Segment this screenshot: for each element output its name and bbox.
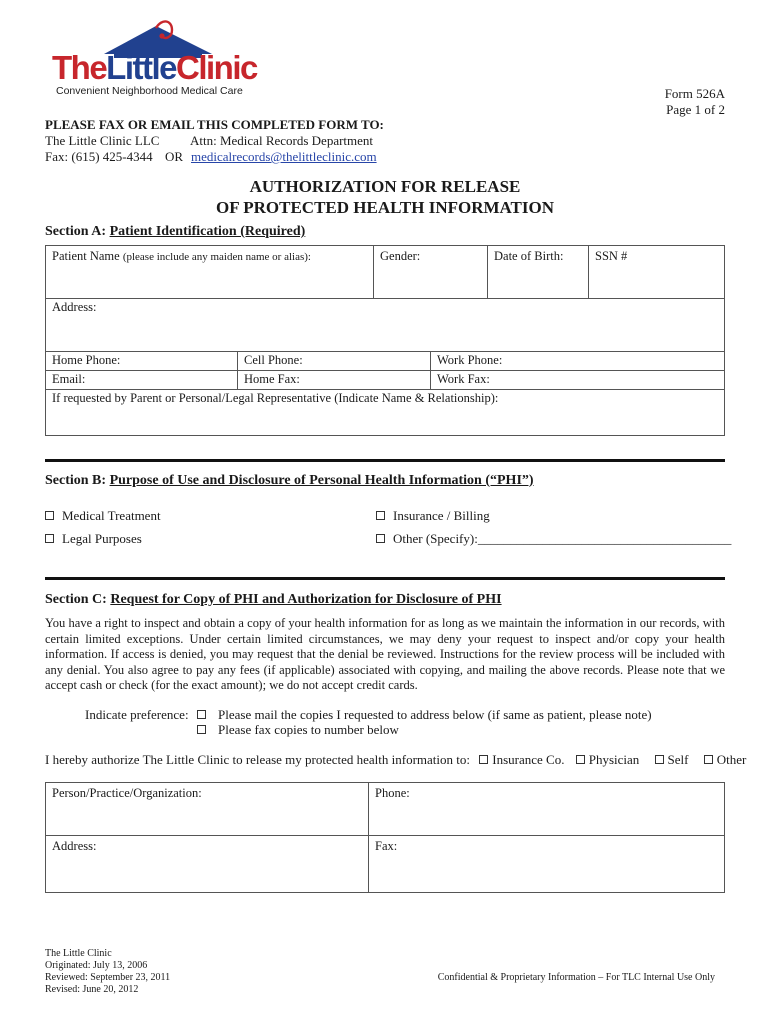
preference-mail-row xyxy=(85,707,652,723)
send-to-attn: Attn: Medical Records Department xyxy=(190,133,374,148)
section-c-label: Section C: xyxy=(45,592,107,607)
send-to-fax-row xyxy=(45,149,384,165)
send-to-org: The Little Clinic LLC xyxy=(45,133,160,148)
recipient-person-field[interactable] xyxy=(46,783,369,836)
pref-mail-label: Please mail the copies I requested to address below (if same as patient, please note) xyxy=(218,707,652,722)
recipient-self-option[interactable] xyxy=(655,752,689,767)
recipient-fax-label: Fax: xyxy=(375,839,398,853)
patient-id-table xyxy=(45,245,725,299)
send-to-or: OR xyxy=(165,149,184,164)
clinic-logo xyxy=(52,20,257,100)
work-phone-field[interactable] xyxy=(431,351,725,370)
purpose-medical-label: Medical Treatment xyxy=(62,508,161,523)
checkbox-icon[interactable] xyxy=(45,511,54,520)
recipient-insurance-label: Insurance Co. xyxy=(492,752,565,767)
dob-field[interactable] xyxy=(488,246,589,299)
ssn-label: SSN # xyxy=(595,249,628,263)
page-number: Page 1 of 2 xyxy=(666,102,725,117)
purpose-other-option[interactable] xyxy=(376,531,731,547)
ssn-field[interactable] xyxy=(589,246,725,299)
logo-the: The xyxy=(52,49,107,86)
recipient-address-label: Address: xyxy=(52,839,97,853)
section-b-label: Section B: xyxy=(45,473,107,488)
work-fax-label: Work Fax: xyxy=(437,371,490,386)
purpose-other-label: Other (Specify):_______________________________________ xyxy=(393,531,732,546)
recipient-insurance-option[interactable] xyxy=(479,752,564,767)
purpose-insurance-option[interactable] xyxy=(376,508,490,524)
checkbox-icon[interactable] xyxy=(655,755,664,764)
logo-tagline: Convenient Neighborhood Medical Care xyxy=(56,85,243,97)
footer-revision-info xyxy=(45,948,170,996)
send-to-fax: Fax: (615) 425-4344 xyxy=(45,149,153,164)
footer-reviewed: Reviewed: September 23, 2011 xyxy=(45,972,171,983)
footer-revised: Revised: June 20, 2012 xyxy=(45,984,139,995)
send-to-block xyxy=(45,117,384,165)
recipient-person-label: Person/Practice/Organization: xyxy=(52,786,202,800)
footer-org: The Little Clinic xyxy=(45,948,112,959)
recipient-other-label: Other xyxy=(716,752,747,767)
address-label: Address: xyxy=(52,300,97,314)
checkbox-icon[interactable] xyxy=(576,755,585,764)
title-line-2: OF PROTECTED HEALTH INFORMATION xyxy=(216,198,554,217)
pref-fax-label: Please fax copies to number below xyxy=(218,722,399,737)
title-line-1: AUTHORIZATION FOR RELEASE xyxy=(249,177,521,196)
patient-name-note: (please include any maiden name or alias): xyxy=(122,251,311,263)
send-to-heading: PLEASE FAX OR EMAIL THIS COMPLETED FORM TO: xyxy=(45,117,384,132)
form-title xyxy=(0,176,770,218)
work-fax-field[interactable] xyxy=(431,370,725,389)
section-b-title: Purpose of Use and Disclosure of Personal Health Information (“PHI”) xyxy=(109,473,534,488)
recipient-table xyxy=(45,782,725,893)
checkbox-icon[interactable] xyxy=(704,755,713,764)
recipient-self-label: Self xyxy=(667,752,689,767)
logo-clinic: Clinic xyxy=(176,49,257,86)
section-divider-b xyxy=(45,459,725,462)
section-c-paragraph: You have a right to inspect and obtain a copy of your health information for as long as we maintain the information in our records, with certain limited exceptions. Under certain limited circumstances, we may deny your request to inspect and/or copy your health information. If access is denied, you may request that the denial be reviewed. Instructions for the review process will be included with any denial. You also agree to pay any fees (if applicable) associated with copying, and mailing the above records. Please note that we accept cash or check (for the exact amount); we do not accept credit cards. xyxy=(45,616,725,692)
gender-field[interactable] xyxy=(374,246,488,299)
purpose-legal-label: Legal Purposes xyxy=(62,531,142,546)
checkbox-icon[interactable] xyxy=(479,755,488,764)
logo-little: Little xyxy=(106,49,176,86)
recipient-other-option[interactable] xyxy=(704,752,747,767)
purpose-legal-option[interactable] xyxy=(45,531,142,547)
checkbox-icon[interactable] xyxy=(197,725,206,734)
cell-phone-label: Cell Phone: xyxy=(244,352,303,367)
section-a-heading xyxy=(45,224,305,240)
patient-name-field[interactable] xyxy=(46,246,374,299)
home-phone-label: Home Phone: xyxy=(52,352,121,367)
address-field[interactable] xyxy=(46,297,725,351)
logo-wordmark xyxy=(52,50,257,86)
dob-label: Date of Birth: xyxy=(494,249,564,263)
recipient-fax-field[interactable] xyxy=(369,836,725,893)
authorize-text: I hereby authorize The Little Clinic to release my protected health information to: xyxy=(45,752,471,767)
representative-label: If requested by Parent or Personal/Legal Representative (Indicate Name & Relationship): xyxy=(52,390,499,405)
form-number-block xyxy=(665,86,725,118)
recipient-physician-option[interactable] xyxy=(576,752,640,767)
send-to-org-row xyxy=(45,133,384,149)
work-phone-label: Work Phone: xyxy=(437,352,503,367)
home-phone-field[interactable] xyxy=(46,351,238,370)
form-number: Form 526A xyxy=(664,86,725,101)
preference-label: Indicate preference: xyxy=(85,707,189,722)
section-divider-c xyxy=(45,577,725,580)
section-a-label: Section A: xyxy=(45,224,107,239)
cell-phone-field[interactable] xyxy=(238,351,431,370)
section-c-title: Request for Copy of PHI and Authorization for Disclosure of PHI xyxy=(110,592,502,607)
checkbox-icon[interactable] xyxy=(45,534,54,543)
section-c-heading xyxy=(45,592,502,608)
patient-name-label: Patient Name xyxy=(52,249,120,263)
purpose-medical-option[interactable] xyxy=(45,508,161,524)
checkbox-icon[interactable] xyxy=(376,511,385,520)
recipient-phone-field[interactable] xyxy=(369,783,725,836)
checkbox-icon[interactable] xyxy=(376,534,385,543)
purpose-insurance-label: Insurance / Billing xyxy=(393,508,490,523)
section-b-heading xyxy=(45,473,534,489)
recipient-address-field[interactable] xyxy=(46,836,369,893)
footer-confidential: Confidential & Proprietary Information – For TLC Internal Use Only xyxy=(437,972,715,983)
recipient-phone-label: Phone: xyxy=(375,786,410,800)
home-fax-field[interactable] xyxy=(238,370,431,389)
email-label: Email: xyxy=(52,371,86,386)
email-link[interactable]: medicalrecords@thelittleclinic.com xyxy=(191,149,377,164)
recipient-physician-label: Physician xyxy=(588,752,640,767)
gender-label: Gender: xyxy=(380,249,421,263)
footer-originated: Originated: July 13, 2006 xyxy=(45,960,148,971)
section-a-title: Patient Identification (Required) xyxy=(109,224,306,239)
home-fax-label: Home Fax: xyxy=(244,371,300,386)
preference-fax-row xyxy=(197,722,399,738)
patient-contact-table xyxy=(45,297,725,436)
email-field[interactable] xyxy=(46,370,238,389)
representative-field[interactable] xyxy=(46,389,725,435)
checkbox-icon[interactable] xyxy=(197,710,206,719)
authorize-row xyxy=(45,752,746,768)
